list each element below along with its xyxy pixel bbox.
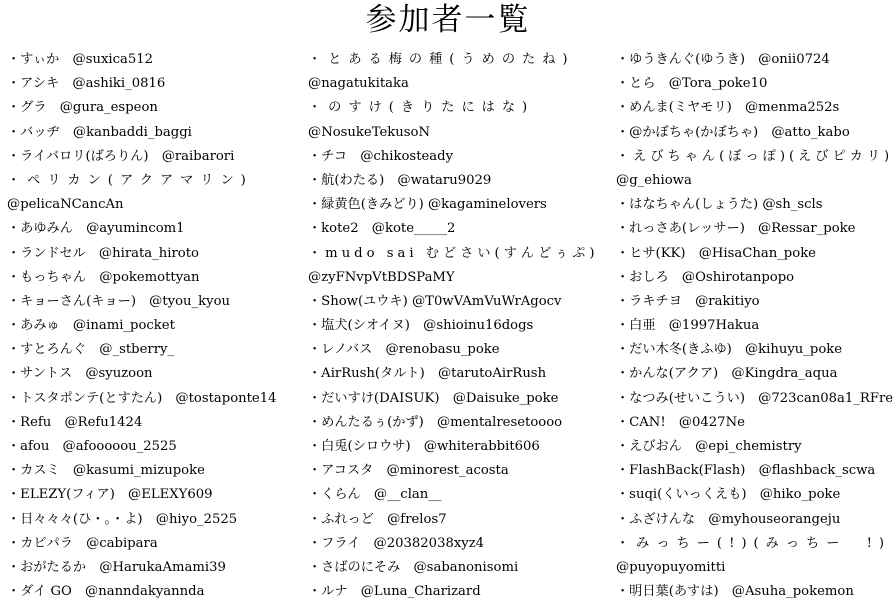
participant-entry: ・あみゅ @inami_pocket xyxy=(7,318,175,334)
participant-entry: ・航(わたる) @wataru9029 xyxy=(308,172,492,188)
participant-entry: ・ランドセル @hirata_hiroto xyxy=(7,245,199,261)
participant-entry: @pelicaNCancAn xyxy=(7,197,124,213)
page-title: 参加者一覧 xyxy=(365,2,531,38)
participant-entry: ・だいすけ(DAISUK) @Daisuke_poke xyxy=(308,390,559,406)
participant-entry: ・白兎(シロウサ) @whiterabbit606 xyxy=(308,439,540,454)
participant-entry: ・suqi(くいっくえも) @hiko_poke xyxy=(616,487,841,503)
participant-entry: ・ELEZY(フィア) @ELEXY609 xyxy=(7,487,213,503)
participant-entry: ・mudo sai むどさい(すんどぅぷ) xyxy=(308,245,599,261)
participant-entry: ・Refu @Refu1424 xyxy=(7,414,143,430)
participant-entry: ・だい木冬(きふゆ) @kihuyu_poke xyxy=(616,342,843,358)
participant-entry: ・はなちゃん(しょうた) @sh_scls xyxy=(616,197,823,213)
participant-entry: ・キョーさん(キョー) @tyou_kyou xyxy=(7,293,231,309)
participant-entry: ・CAN! @0427Ne xyxy=(616,414,745,430)
participant-column-2 xyxy=(308,48,608,604)
participant-entry: ・Show(ユウキ) @T0wVAmVuWrAgocv xyxy=(308,293,562,309)
participant-entry: ・明日葉(あすは) @Asuha_pokemon xyxy=(616,584,854,600)
participant-entry: ・アシキ @ashiki_0816 xyxy=(7,76,166,92)
participant-entry: ・なつみ(せいこうい) @723can08a1_RFre xyxy=(616,390,894,406)
participant-entry: ・フライ @20382038xyz4 xyxy=(308,535,485,551)
participant-entry: ・カスミ @kasumi_mizupoke xyxy=(7,463,205,479)
participant-entry: ・ルナ @Luna_Charizard xyxy=(308,584,481,600)
participant-entry: ・サントス @syuzoon xyxy=(7,366,153,382)
participant-entry: ・れっさあ(レッサー) @Ressar_poke xyxy=(616,221,856,237)
participant-entry: ・ラキチヨ @rakitiyo xyxy=(616,293,760,309)
participant-entry: ・えびちゃん(ぼっぽ)(えびピカリ) xyxy=(616,148,894,164)
participant-entry: ・afou @afooooou_2525 xyxy=(7,439,177,454)
participant-entry: ・ペリカン(アクアマリン) xyxy=(7,172,253,188)
participant-entry: ・カビパラ @cabipara xyxy=(7,535,158,551)
participant-entry: ・日々々々(ひ・。・よ) @hiyo_2525 xyxy=(7,511,238,527)
participant-entry: ・さばのにそみ @sabanonisomi xyxy=(308,559,519,575)
participant-entry: ・おがたるか @HarukaAmami39 xyxy=(7,559,226,575)
participant-entry: ・とある梅の種(うめのたね) xyxy=(308,52,575,67)
participant-entry: @zyFNvpVtBDSPaMY xyxy=(308,269,455,285)
participant-entry: ・かんな(アクア) @Kingdra_aqua xyxy=(616,366,838,382)
participant-column-3 xyxy=(616,48,896,604)
participant-entry: ・えびおん @epi_chemistry xyxy=(616,439,802,454)
participant-entry: @g_ehiowa xyxy=(616,172,692,188)
participant-entry: ・すとろんぐ @_stberry_ xyxy=(7,342,175,358)
participant-entry: ・めんま(ミヤモリ) @menma252s xyxy=(616,100,840,116)
participant-entry: ・アコスタ @minorest_acosta xyxy=(308,463,509,479)
participant-entry: ・白亜 @1997Hakua xyxy=(616,318,760,334)
participant-entry: ・ふざけんな @myhouseorangeju xyxy=(616,511,841,527)
participant-entry: ・@かぼちゃ(かぼちゃ) @atto_kabo xyxy=(616,124,850,140)
participant-entry: ・おしろ @Oshirotanpopo xyxy=(616,269,795,285)
participant-entry: ・FlashBack(Flash) @flashback_scwa xyxy=(616,463,876,479)
participant-entry: ・みっちー(!)(みっちー !) xyxy=(616,535,892,551)
participant-entry: ・AirRush(タルト) @tarutoAirRush xyxy=(308,366,547,382)
participant-entry: ・ライバロリ(ばろりん) @raibarori xyxy=(7,148,235,164)
participant-entry: ・ヒサ(KK) @HisaChan_poke xyxy=(616,245,816,261)
participant-entry: ・あゆみん @ayumincom1 xyxy=(7,221,185,237)
participant-entry: ・ダイ GO @nanndakyannda xyxy=(7,584,205,600)
participant-entry: ・とら @Tora_poke10 xyxy=(616,76,768,92)
participant-entry: ・めんたるぅ(かず) @mentalresetoooo xyxy=(308,414,563,430)
participant-entry: ・グラ @gura_espeon xyxy=(7,100,158,116)
participant-entry: ・ふれっど @frelos7 xyxy=(308,511,447,527)
participant-entry: ・レノバス @renobasu_poke xyxy=(308,342,500,358)
participant-entry: ・くらん @__clan__ xyxy=(308,487,442,503)
participant-entry: @NosukeTekusoN xyxy=(308,124,431,140)
participant-entry: ・トスタポンテ(とすたん) @tostaponte14 xyxy=(7,390,277,406)
participant-entry: ・バッヂ @kanbaddi_baggi xyxy=(7,124,192,140)
participant-entry: ・kote2 @kote_____2 xyxy=(308,221,456,237)
participant-entry: ・もっちゃん @pokemottyan xyxy=(7,269,200,285)
participant-entry: ・のすけ(きりたにはな) xyxy=(308,100,535,116)
participant-entry: ・ゆうきんぐ(ゆうき) @onii0724 xyxy=(616,52,830,67)
participant-entry: ・緑黄色(きみどり) @kagaminelovers xyxy=(308,197,547,213)
participant-entry: @puyopuyomitti xyxy=(616,559,726,575)
participant-entry: ・チコ @chikosteady xyxy=(308,148,454,164)
participant-entry: ・塩犬(シオイヌ) @shioinu16dogs xyxy=(308,318,534,334)
participant-column-1 xyxy=(7,48,299,604)
participant-entry: @nagatukitaka xyxy=(308,76,409,92)
participant-entry: ・すぃか @suxica512 xyxy=(7,52,154,67)
